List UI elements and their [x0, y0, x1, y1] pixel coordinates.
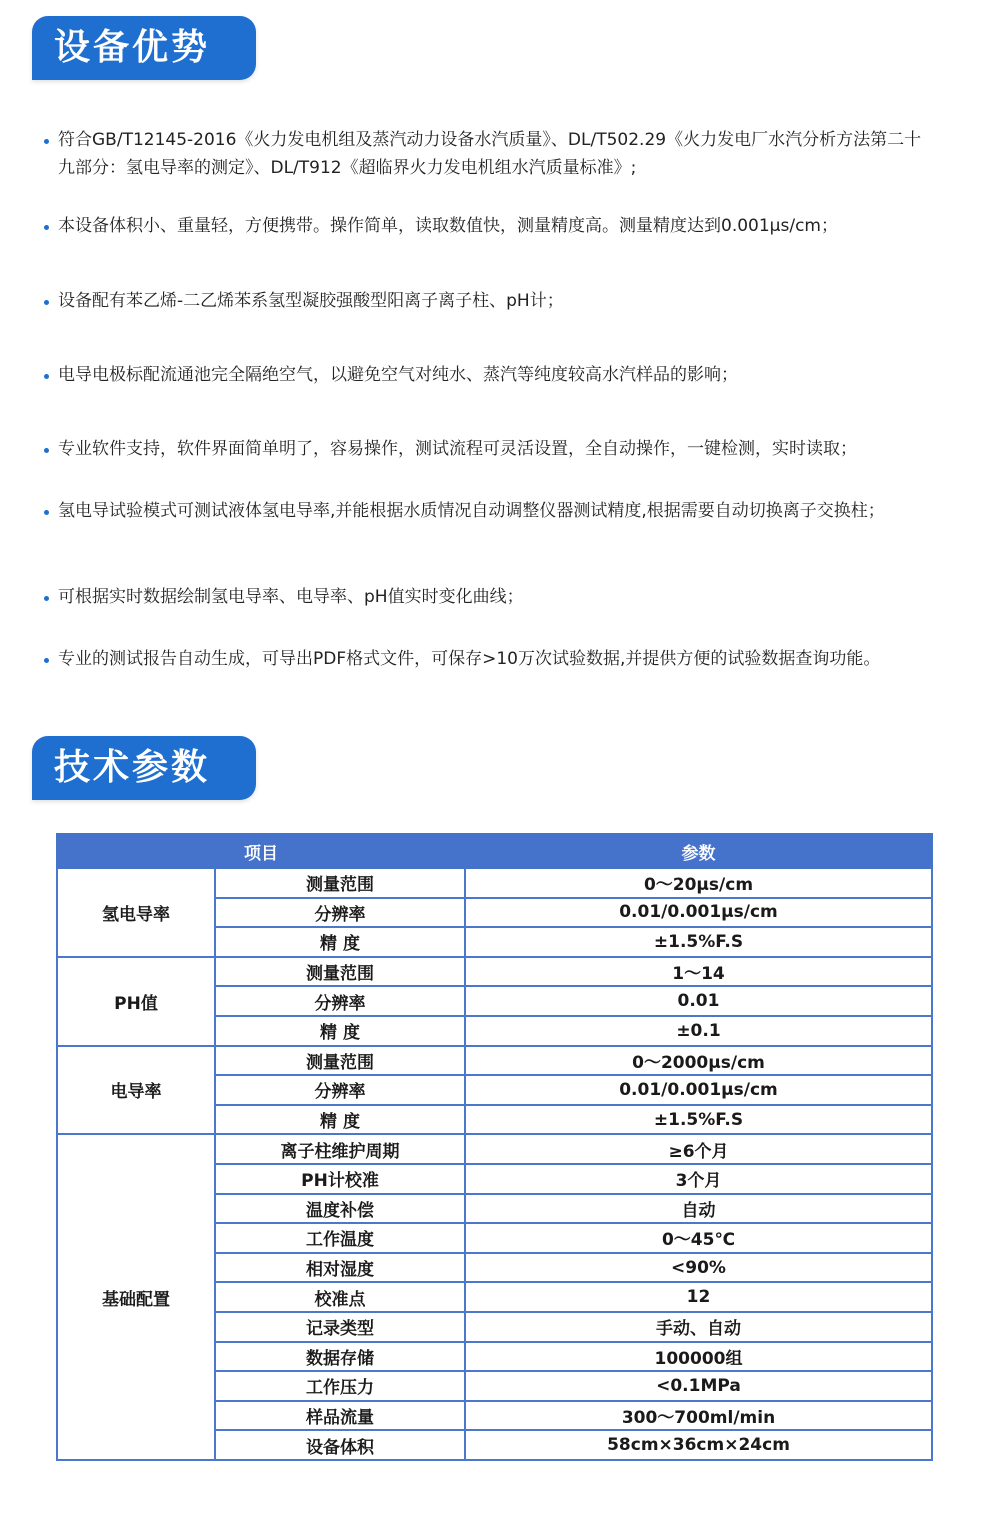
group-name: 基础配置: [57, 1134, 215, 1460]
row-value: ±1.5%F.S: [465, 927, 932, 957]
row-label: 离子柱维护周期: [215, 1134, 465, 1164]
advantage-text: 符合GB/T12145-2016《火力发电机组及蒸汽动力设备水汽质量》、DL/T502.29《火力发电厂水汽分析方法第二十九部分：氢电导率的测定》、DL/T912《超临界火力发电机组水汽质量标准》;: [58, 130, 922, 178]
row-value: <90%: [465, 1253, 932, 1283]
table-row: [57, 1134, 932, 1164]
section-title-specs: 技术参数: [32, 736, 256, 800]
row-label: 相对湿度: [215, 1253, 465, 1283]
row-value: 0～2000μs/cm: [465, 1046, 932, 1076]
row-label: 精 度: [215, 927, 465, 957]
advantage-item: [58, 287, 938, 315]
row-label: 校准点: [215, 1282, 465, 1312]
advantage-item: [58, 212, 938, 240]
row-label: 温度补偿: [215, 1194, 465, 1224]
row-value: 0～20μs/cm: [465, 868, 932, 898]
row-value: 3个月: [465, 1164, 932, 1194]
advantage-item: [58, 497, 938, 525]
row-label: 测量范围: [215, 957, 465, 987]
advantage-item: [58, 126, 938, 182]
row-label: PH计校准: [215, 1164, 465, 1194]
row-value: 自动: [465, 1194, 932, 1224]
row-value: 58cm×36cm×24cm: [465, 1430, 932, 1460]
advantage-text: 氢电导试验模式可测试液体氢电导率,并能根据水质情况自动调整仪器测试精度,根据需要自动切换离子交换柱；: [58, 501, 885, 521]
row-label: 工作温度: [215, 1223, 465, 1253]
row-label: 分辨率: [215, 986, 465, 1016]
bullet-icon: [44, 300, 49, 305]
advantage-text: 设备配有苯乙烯-二乙烯苯系氢型凝胶强酸型阳离子离子柱、pH计；: [58, 291, 564, 311]
table-row: [57, 957, 932, 987]
advantage-text: 本设备体积小、重量轻，方便携带。操作简单，读取数值快，测量精度高。测量精度达到0.001μs/cm；: [58, 216, 838, 236]
row-value: 手动、自动: [465, 1312, 932, 1342]
advantage-text: 专业的测试报告自动生成，可导出PDF格式文件，可保存>10万次试验数据,并提供方便的试验数据查询功能。: [58, 649, 881, 669]
group-name: 氢电导率: [57, 868, 215, 957]
table-header-row: [57, 834, 932, 868]
bullet-icon: [44, 510, 49, 515]
row-label: 测量范围: [215, 868, 465, 898]
row-value: 0.01/0.001μs/cm: [465, 1075, 932, 1105]
bullet-icon: [44, 596, 49, 601]
row-label: 样品流量: [215, 1401, 465, 1431]
group-name: PH值: [57, 957, 215, 1046]
row-label: 精 度: [215, 1105, 465, 1135]
row-value: <0.1MPa: [465, 1371, 932, 1401]
row-label: 分辨率: [215, 898, 465, 928]
advantage-text: 电导电极标配流通池完全隔绝空气，以避免空气对纯水、蒸汽等纯度较高水汽样品的影响；: [58, 365, 738, 385]
bullet-icon: [44, 448, 49, 453]
advantage-item: [58, 361, 938, 389]
advantage-item: [58, 645, 938, 673]
row-value: 1～14: [465, 957, 932, 987]
row-value: ±0.1: [465, 1016, 932, 1046]
table-row: [57, 868, 932, 898]
group-name: 电导率: [57, 1046, 215, 1135]
row-value: 100000组: [465, 1342, 932, 1372]
row-label: 数据存储: [215, 1342, 465, 1372]
advantage-text: 专业软件支持，软件界面简单明了，容易操作，测试流程可灵活设置，全自动操作，一键检测，实时读取；: [58, 439, 857, 459]
row-value: 300～700ml/min: [465, 1401, 932, 1431]
section-title-advantages: 设备优势: [32, 16, 256, 80]
row-value: 0～45℃: [465, 1223, 932, 1253]
row-label: 记录类型: [215, 1312, 465, 1342]
header-param: 参数: [465, 834, 932, 868]
advantage-text: 可根据实时数据绘制氢电导率、电导率、pH值实时变化曲线；: [58, 587, 524, 607]
row-value: 0.01/0.001μs/cm: [465, 898, 932, 928]
bullet-icon: [44, 139, 49, 144]
advantage-item: [58, 583, 938, 611]
row-value: 0.01: [465, 986, 932, 1016]
row-label: 分辨率: [215, 1075, 465, 1105]
row-label: 设备体积: [215, 1430, 465, 1460]
row-label: 测量范围: [215, 1046, 465, 1076]
bullet-icon: [44, 225, 49, 230]
bullet-icon: [44, 658, 49, 663]
advantage-item: [58, 435, 938, 463]
row-label: 工作压力: [215, 1371, 465, 1401]
bullet-icon: [44, 374, 49, 379]
header-item: 项目: [57, 834, 465, 868]
row-value: ≥6个月: [465, 1134, 932, 1164]
spec-table: [56, 833, 933, 1461]
row-value: ±1.5%F.S: [465, 1105, 932, 1135]
row-label: 精 度: [215, 1016, 465, 1046]
row-value: 12: [465, 1282, 932, 1312]
table-row: [57, 1046, 932, 1076]
